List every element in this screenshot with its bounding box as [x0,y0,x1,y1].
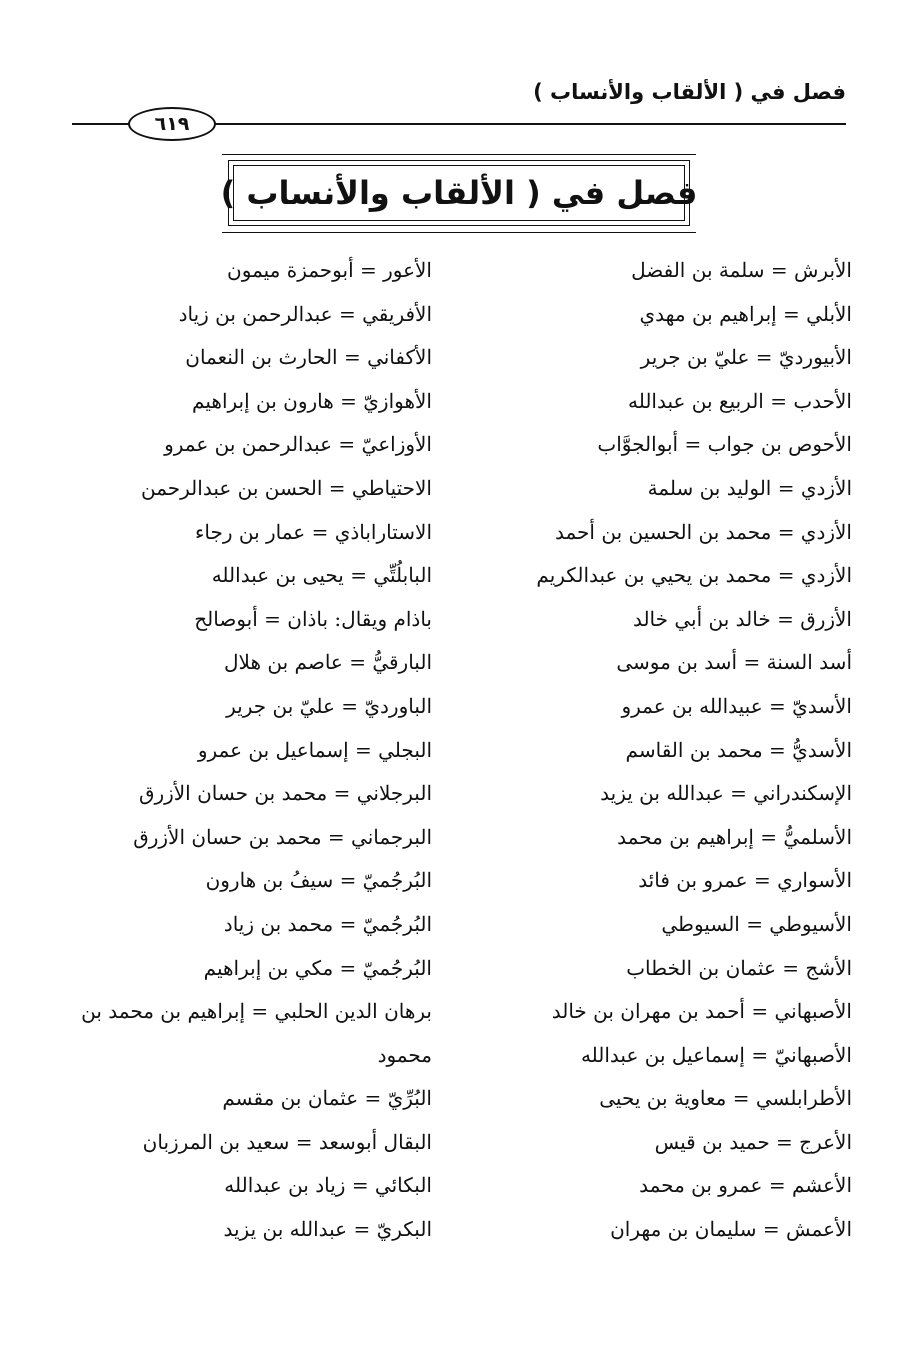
left-column [62,249,432,1252]
list-item: الباورديّ = عليّ بن جرير [226,693,432,718]
list-item: الأصبهانيّ = إسماعيل بن عبدالله [580,1042,852,1067]
list-item: الأحوص بن جواب = أبوالجوَّاب [597,432,852,457]
title-rule-bottom [222,232,696,233]
list-item: الأسديُّ = محمد بن القاسم [625,737,852,762]
list-item: الأهوازيّ = هارون بن إبراهيم [192,388,432,413]
list-item: الأزدي = الوليد بن سلمة [647,475,852,500]
list-item: البكائي = زياد بن عبدالله [224,1173,432,1198]
list-item: الإسكندراني = عبدالله بن يزيد [600,781,852,806]
list-item: الأزدي = محمد بن يحيي بن عبدالكريم [536,563,852,588]
list-item: البجلي = إسماعيل بن عمرو [197,737,432,762]
list-item: الأطرابلسي = معاوية بن يحيى [599,1086,852,1111]
list-item: البُرِّيّ = عثمان بن مقسم [222,1086,432,1111]
title-rule-top [222,154,696,155]
list-item: الأعشم = عمرو بن محمد [639,1173,852,1198]
list-item: الأزدي = محمد بن الحسين بن أحمد [555,519,852,544]
list-item-continuation: محمود [377,1042,432,1067]
list-item: الأكفاني = الحارث بن النعمان [185,345,432,370]
list-item: الأصبهاني = أحمد بن مهران بن خالد [551,999,852,1024]
list-item: الأبرش = سلمة بن الفضل [631,258,852,282]
list-item: الأبيورديّ = عليّ بن جرير [640,345,852,370]
page-number: ٦١٩ [128,107,216,141]
list-item: الأزرق = خالد بن أبي خالد [632,606,852,631]
list-item: الأسيوطي = السيوطي [661,911,852,936]
running-header-title: فصل في ( الألقاب والأنساب ) [533,80,846,104]
list-item: باذام ويقال: باذان = أبوصالح [194,606,432,631]
list-item: الاستاراباذي = عمار بن رجاء [194,519,432,544]
list-item: البرجلاني = محمد بن حسان الأزرق [138,781,432,806]
right-column [496,249,852,1252]
list-item: الأفريقي = عبدالرحمن بن زياد [178,301,432,326]
list-item: الأسديّ = عبيدالله بن عمرو [621,693,852,718]
list-item: البُرجُميّ = مكي بن إبراهيم [203,955,432,980]
list-item: الأسلميُّ = إبراهيم بن محمد [617,824,852,849]
list-item: البُرجُميّ = محمد بن زياد [223,911,432,936]
list-item: الأسواري = عمرو بن فائد [638,868,852,893]
section-title: فصل في ( الألقاب والأنساب ) [220,174,698,212]
list-item: الأوزاعيّ = عبدالرحمن بن عمرو [164,432,432,457]
list-item: الأعور = أبوحمزة ميمون [227,258,432,282]
list-item: الأشج = عثمان بن الخطاب [626,955,852,980]
list-item: الأعمش = سليمان بن مهران [610,1217,852,1242]
list-item: الأبلي = إبراهيم بن مهدي [639,301,852,326]
list-item: البارقيُّ = عاصم بن هلال [224,650,432,675]
list-item: البكريّ = عبدالله بن يزيد [223,1217,432,1242]
list-item: أسد السنة = أسد بن موسى [616,650,852,675]
list-item: الأعرج = حميد بن قيس [654,1129,852,1154]
list-item: البرجماني = محمد بن حسان الأزرق [133,824,432,849]
list-item: الأحدب = الربيع بن عبدالله [627,388,852,413]
list-item: البقال أبوسعد = سعيد بن المرزبان [142,1129,432,1154]
section-title-box [220,160,698,226]
list-item: الاحتياطي = الحسن بن عبدالرحمن [141,475,432,500]
list-item: البُرجُميّ = سيفُ بن هارون [205,868,432,893]
list-item: برهان الدين الحلبي = إبراهيم بن محمد بن [81,999,432,1024]
list-item: البابلُتِّي = يحيى بن عبدالله [211,563,432,588]
